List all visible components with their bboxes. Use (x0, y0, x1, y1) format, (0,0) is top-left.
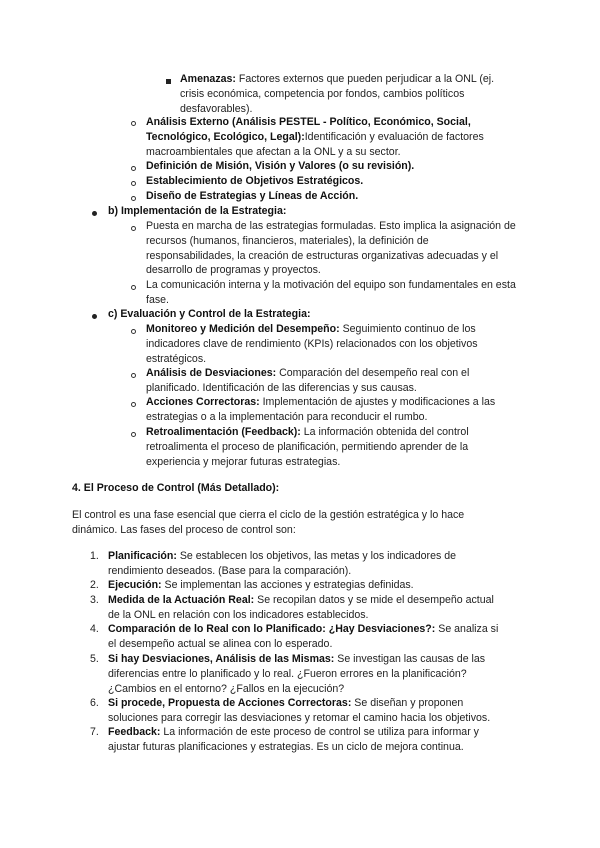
definicion-item: Definición de Misión, Visión y Valores (o su revisión). (146, 160, 415, 172)
step-4: Comparación de lo Real con lo Planificado: ¿Hay Desviaciones?: Se analiza si el desempeño actual se alinea con lo esperado. (108, 623, 499, 650)
analisis-externo-text: Identificación y evaluación de factores macroambientales que afectan a la ONL y a su sector. (146, 130, 484, 158)
step-3: Medida de la Actuación Real: Se recopilan datos y se mide el desempeño actual de la ONL en relación con los indicadores establecidos. (108, 594, 494, 621)
step-number: 4. (90, 623, 99, 635)
step-2: Ejecución: Se implementan las acciones y estrategias definidas. (108, 579, 414, 591)
diseno-item: Diseño de Estrategias y Líneas de Acción. (146, 190, 359, 202)
amenazas-text: Factores externos que pueden perjudicar a la ONL (ej. crisis económica, competencia por fondos, cambios políticos desfavorables). (180, 73, 495, 115)
circle-bullet-icon (131, 285, 136, 290)
circle-bullet-icon (131, 329, 136, 334)
circle-bullet-icon (131, 181, 136, 186)
establecimiento-item: Establecimiento de Objetivos Estratégicos. (146, 175, 364, 187)
circle-bullet-icon (131, 196, 136, 201)
disc-bullet-icon (92, 314, 97, 319)
analisis-externo-label: Análisis Externo (Análisis PESTEL - Político, Económico, Social, Tecnológico, Ecológico, Legal): (146, 116, 471, 143)
step-number: 7. (90, 726, 99, 738)
evaluacion-item-1: Monitoreo y Medición del Desempeño: Seguimiento continuo de los indicadores clave de rendimiento (KPIs) relacionados con los objetivos estratégicos. (146, 323, 478, 365)
step-6: Si procede, Propuesta de Acciones Correctoras: Se diseñan y proponen soluciones para corregir las desviaciones y retomar el camino hacia los objetivos. (108, 697, 491, 724)
circle-bullet-icon (131, 226, 136, 231)
analisis-externo-item (146, 115, 516, 159)
step-1: Planificación: Se establecen los objetivos, las metas y los indicadores de rendimiento deseados. (Base para la comparación). (108, 550, 456, 577)
evaluacion-item-4: Retroalimentación (Feedback): La información obtenida del control retroalimenta el proceso de planificación, permitiendo aprender de la experiencia y mejorar futuras estrategias. (146, 426, 469, 468)
evaluacion-heading: c) Evaluación y Control de la Estrategia: (108, 308, 311, 320)
implementacion-heading: b) Implementación de la Estrategia: (108, 205, 287, 217)
step-number: 6. (90, 697, 99, 709)
step-5: Si hay Desviaciones, Análisis de las Mismas: Se investigan las causas de las diferencias entre lo planificado y lo real. ¿Fueron errores en la planificación? ¿Cambios en el entorno? ¿Fallos en la ejecución? (108, 653, 486, 695)
section4-heading: 4. El Proceso de Control (Más Detallado): (72, 482, 280, 494)
step-number: 5. (90, 653, 99, 665)
square-bullet-icon (166, 79, 171, 84)
step-number: 1. (90, 550, 99, 562)
circle-bullet-icon (131, 121, 136, 126)
implementacion-item-1: Puesta en marcha de las estrategias formuladas. Esto implica la asignación de recursos (humanos, financieros, materiales), la definición de responsabilidades, la creación de estructuras organizativas adecuadas y el desarrollo de programas y proyectos. (146, 220, 516, 277)
evaluacion-item-3: Acciones Correctoras: Implementación de ajustes y modificaciones a las estrategias o a la implementación para reconducir el rumbo. (146, 396, 496, 423)
step-number: 2. (90, 579, 99, 591)
implementacion-item-2: La comunicación interna y la motivación del equipo son fundamentales en esta fase. (146, 279, 516, 306)
step-number: 3. (90, 594, 99, 606)
circle-bullet-icon (131, 373, 136, 378)
circle-bullet-icon (131, 166, 136, 171)
step-7: Feedback: La información de este proceso de control se utiliza para informar y ajustar futuras planificaciones y estrategias. Es un ciclo de mejora continua. (108, 726, 479, 753)
disc-bullet-icon (92, 211, 97, 216)
amenazas-item (180, 72, 510, 116)
evaluacion-item-2: Análisis de Desviaciones: Comparación del desempeño real con el planificado. Identificación de las diferencias y sus causas. (146, 367, 470, 394)
circle-bullet-icon (131, 432, 136, 437)
circle-bullet-icon (131, 402, 136, 407)
section4-intro: El control es una fase esencial que cierra el ciclo de la gestión estratégica y lo hace dinámico. Las fases del proceso de control son: (72, 509, 465, 536)
amenazas-label: Amenazas: (180, 73, 236, 85)
